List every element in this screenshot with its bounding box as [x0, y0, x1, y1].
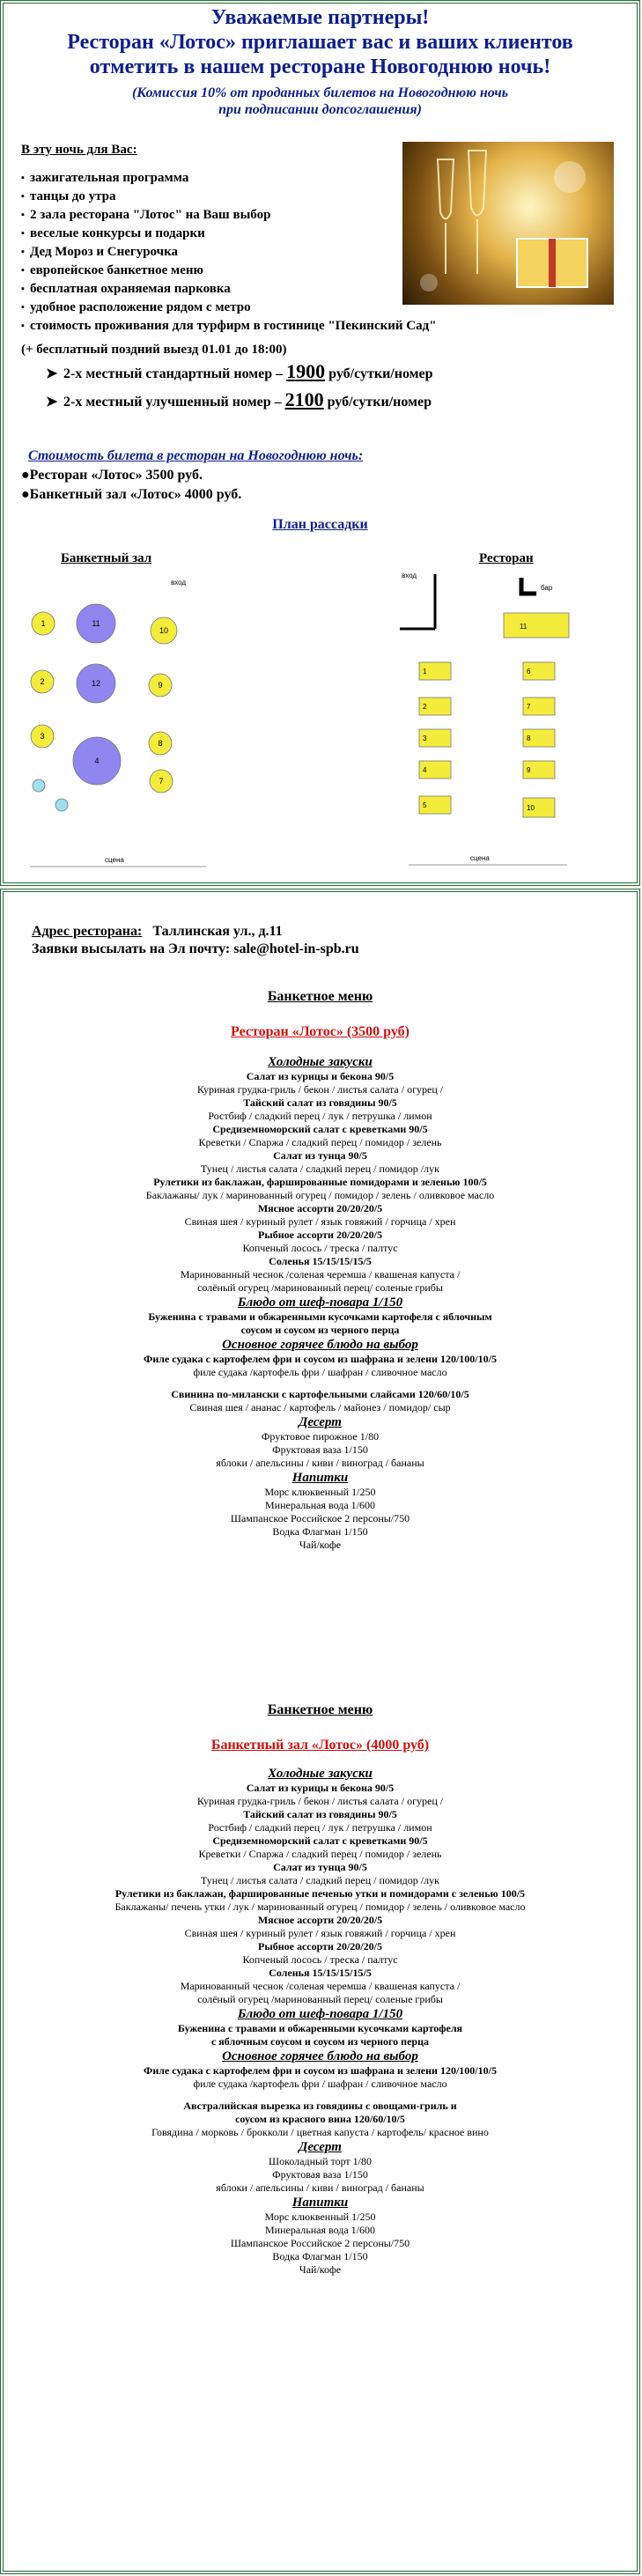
menu-line: Креветки / Спаржа / сладкий перец / помидор / зелень [198, 1848, 442, 1860]
list-item: ▪ веселые конкурсы и подарки [21, 225, 437, 243]
late-checkout-note: (+ бесплатный поздний выезд 01.01 до 18:00) [21, 343, 287, 357]
menu-dish: Рыбное ассорти 20/20/20/5 [258, 1940, 382, 1952]
menu-category: Основное горячее блюдо на выбор [222, 1338, 418, 1352]
list-item: ▪ 2 зала ресторана "Лотос" на Ваш выбор [21, 206, 437, 225]
menu-line: Ростбиф / сладкий перец / лук / петрушка / лимон [208, 1110, 432, 1122]
stage-label: сцена [470, 854, 490, 862]
table-label: 6 [527, 668, 531, 675]
table-label: 8 [158, 739, 163, 748]
greeting: Уважаемые партнеры! [210, 6, 430, 29]
menu-category: Блюдо от шеф-повара 1/150 [237, 2007, 403, 2021]
menu-line: Копченый лосось / треска / палтус [242, 1953, 398, 1966]
bar-label: бар [541, 584, 553, 592]
menu-line: Копченый лосось / треска / палтус [242, 1242, 398, 1254]
menu-dish: Рыбное ассорти 20/20/20/5 [258, 1229, 382, 1241]
menu-dish: Салат из курицы и бекона 90/5 [246, 1070, 395, 1082]
menu-dish: соусом и соусом из черного перца [240, 1324, 400, 1336]
menu-line: Морс клюквенный 1/250 [264, 1486, 376, 1498]
commission-note-2: при подписании допсоглашения) [218, 102, 422, 117]
table-label: 2 [40, 677, 45, 686]
menu-dish: Филе судака с картофелем фри и соусом из шафрана и зелени 120/100/10/5 [144, 2064, 497, 2077]
menu-line: Водка Флагман 1/150 [272, 2250, 368, 2262]
menu-category: Десерт [299, 2140, 342, 2154]
menu-restaurant-name: Ресторан «Лотос» (3500 руб) [231, 1024, 410, 1039]
restaurant-seating-map [400, 567, 585, 880]
menu-line: Тунец / листья салата / сладкий перец / помидор /лук [201, 1874, 439, 1886]
table-label: 7 [159, 777, 164, 786]
table-label: 1 [41, 619, 46, 628]
menu-line: Свиная шея / куриный рулет / язык говяжий / горчица / хрен [184, 1215, 456, 1228]
invitation-line: Ресторан «Лотос» приглашает вас и ваших клиентов [67, 31, 573, 54]
menu-line: Говядина / морковь / брокколи / цветная капуста / картофель/ красное вино [151, 2126, 489, 2138]
stage-label: сцена [105, 856, 124, 864]
menu-dish: Буженина с травами и обжаренными кусочками картофеля [177, 2022, 463, 2034]
menu-restaurant-name: Банкетный зал «Лотос» (4000 руб) [210, 1738, 430, 1753]
table-label: 4 [423, 766, 427, 774]
price-restaurant: ●Ресторан «Лотос» 3500 руб. [21, 468, 203, 483]
menu-line: Свиная шея / ананас / картофель / майонез / помидор/ сыр [189, 1401, 451, 1413]
menu-category: Десерт [299, 1415, 342, 1429]
menu-dish: Соленья 15/15/15/15/5 [269, 1967, 372, 1979]
menu-line: Свиная шея / куриный рулет / язык говяжий / горчица / хрен [184, 1927, 456, 1939]
menu-dish: Буженина с травами и обжаренными кусочками картофеля с яблочным [148, 1310, 492, 1323]
table-label: 3 [423, 734, 427, 742]
menu-line: Минеральная вода 1/600 [264, 2224, 375, 2236]
menu-category: Напитки [291, 2196, 349, 2210]
menu-line: яблоки / апельсины / киви / виноград / бананы [216, 2181, 424, 2194]
email-line: Заявки высылать на Эл почту: sale@hotel-in-spb.ru [32, 941, 359, 956]
menu-dish: Свинина по-милански с картофельными слайсами 120/60/10/5 [171, 1388, 469, 1400]
menu-dish: Тайский салат из говядины 90/5 [243, 1808, 397, 1820]
seating-plan-heading: План рассадки [272, 517, 368, 532]
menu-line: солёный огурец /маринованный перец/ соленые грибы [197, 1993, 443, 2005]
commission-note: (Комиссия 10% от проданных билетов на Новогоднюю ночь [131, 85, 509, 100]
menu-line: Креветки / Спаржа / сладкий перец / помидор / зелень [198, 1136, 442, 1148]
table-label: 9 [158, 681, 163, 690]
menu-category: Основное горячее блюдо на выбор [222, 2049, 418, 2063]
hall-seating-map [30, 567, 206, 880]
list-item: ▪ европейское банкетное меню [21, 262, 437, 280]
menu-line: Чай/кофе [299, 2263, 342, 2276]
menu-line: филе судака /картофель фри / шафран / сливочное масло [193, 1366, 447, 1378]
restaurant-label: Ресторан [479, 551, 534, 565]
menu-line: Ростбиф / сладкий перец / лук / петрушка / лимон [208, 1821, 432, 1834]
menu-dish: Мясное ассорти 20/20/20/5 [257, 1202, 383, 1214]
menu-line: солёный огурец /маринованный перец/ соленые грибы [197, 1281, 443, 1294]
menu-line: Фруктовое пирожное 1/80 [261, 1430, 380, 1443]
menu-line: Маринованный чеснок /соленая черемша / квашеная капуста / [180, 1980, 461, 1992]
table-label: 9 [527, 766, 531, 774]
room-improved: ➤ 2-х местный улучшенный номер – 2100 руб/сутки/номер [46, 388, 432, 410]
menu-dish: Рулетики из баклажан, фаршированные печенью утки и помидорами с зеленью 100/5 [114, 1887, 526, 1900]
menu-category: Холодные закуски [268, 1767, 373, 1781]
feature-list [21, 169, 437, 336]
menu-title: Банкетное меню [267, 1702, 373, 1717]
table-label: 8 [527, 734, 531, 742]
table-label: 3 [40, 732, 45, 741]
menu-dish: Салат из тунца 90/5 [273, 1861, 367, 1873]
table-label: 1 [423, 668, 427, 675]
room-standard: ➤ 2-х местный стандартный номер – 1900 руб/сутки/номер [46, 360, 433, 382]
list-item: ▪ бесплатная охраняемая парковка [21, 280, 437, 299]
menu-line: Шампанское Российское 2 персоны/750 [230, 2237, 410, 2249]
list-item: ▪ Дед Мороз и Снегурочка [21, 243, 437, 262]
menu-dish: соусом из красного вина 120/60/10/5 [235, 2113, 405, 2125]
menu-line: Куриная грудка-гриль / бекон / листья салата / огурец / [196, 1795, 444, 1807]
menu-line: Тунец / листья салата / сладкий перец / помидор /лук [201, 1163, 439, 1175]
menu-line: Баклажаны/ печень утки / лук / маринованный огурец / помидор / зелень / оливковое масло [114, 1901, 526, 1913]
menu-line: Чай/кофе [299, 1539, 342, 1551]
list-item: ▪ зажигательная программа [21, 169, 437, 188]
menu-line: Шоколадный торт 1/80 [269, 2155, 372, 2167]
table-label: 2 [423, 703, 427, 711]
menu-category: Холодные закуски [268, 1055, 373, 1069]
entrance-label: вход [402, 572, 417, 579]
invitation-line-2: отметить в нашем ресторане Новогоднюю ночь! [89, 55, 551, 78]
list-item: ▪ удобное расположение рядом с метро [21, 299, 437, 317]
menu-restaurant [4, 989, 637, 1552]
champagne-photo [402, 142, 614, 305]
menu-dish: Филе судака с картофелем фри и соусом из шафрана и зелени 120/100/10/5 [144, 1353, 497, 1365]
menu-title: Банкетное меню [267, 989, 373, 1004]
menu-line: Минеральная вода 1/600 [264, 1499, 375, 1511]
table-label: 11 [520, 623, 528, 631]
menu-dish: Мясное ассорти 20/20/20/5 [257, 1914, 383, 1926]
menu-line: Баклажаны/ лук / маринованный огурец / помидор / зелень / оливковое масло [145, 1189, 495, 1201]
entrance-label: вход [171, 579, 187, 587]
table-label: 11 [92, 619, 100, 628]
ticket-price-heading: Стоимость билета в ресторан на Новогоднюю ночь: [28, 448, 364, 463]
menu-line: Маринованный чеснок /соленая черемша / квашеная капуста / [180, 1268, 461, 1281]
menu-dish: с яблочным соусом и соусом из черного перца [210, 2035, 430, 2048]
menu-line: Водка Флагман 1/150 [272, 1525, 368, 1538]
menu-line [4, 1379, 637, 1388]
menu-line: филе судака /картофель фри / шафран / сливочное масло [193, 2078, 447, 2090]
table-label: 4 [94, 757, 100, 765]
table-label: 7 [527, 703, 531, 711]
menu-dish: Средиземноморский салат с креветками 90/5 [212, 1834, 428, 1847]
menu-dish: Салат из курицы и бекона 90/5 [246, 1782, 395, 1794]
table-label: 5 [423, 801, 427, 809]
table-label: 12 [91, 679, 101, 688]
menu-line: Морс клюквенный 1/250 [264, 2211, 376, 2223]
menu-dish: Тайский салат из говядины 90/5 [243, 1096, 397, 1109]
menu-line: Фруктовая ваза 1/150 [272, 1443, 368, 1456]
menu-category: Блюдо от шеф-повара 1/150 [237, 1295, 403, 1310]
menu-dish: Средиземноморский салат с креветками 90/5 [212, 1123, 428, 1135]
list-item: ▪ стоимость проживания для турфирм в гостинице "Пекинский Сад" [21, 317, 437, 336]
menu-dish: Австралийская вырезка из говядины с овощами-гриль и [183, 2100, 457, 2112]
intro-heading: В эту ночь для Вас: [21, 143, 137, 157]
menu-dish: Рулетики из баклажан, фаршированные помидорами и зеленью 100/5 [153, 1176, 487, 1188]
menu-line [4, 2091, 637, 2100]
menu-dish: Салат из тунца 90/5 [273, 1149, 367, 1162]
table-label: 10 [527, 804, 535, 812]
menu-line: Шампанское Российское 2 персоны/750 [230, 1512, 410, 1524]
hall-label: Банкетный зал [61, 551, 152, 565]
menu-category: Напитки [291, 1471, 349, 1485]
list-item: ▪ танцы до утра [21, 188, 437, 206]
menu-line: Фруктовая ваза 1/150 [272, 2168, 368, 2181]
table-label: 10 [159, 626, 169, 635]
address: Адрес ресторана: Таллинская ул., д.11 [32, 924, 283, 939]
table-11 [504, 613, 569, 638]
menu-banquet [4, 1702, 637, 2277]
menu-dish: Соленья 15/15/15/15/5 [269, 1255, 372, 1267]
invitation-page [3, 3, 638, 883]
menu-page [3, 891, 638, 2572]
menu-line: Куриная грудка-гриль / бекон / листья салата / огурец / [196, 1083, 444, 1096]
menu-line: яблоки / апельсины / киви / виноград / бананы [216, 1457, 424, 1469]
price-banquet: ●Банкетный зал «Лотос» 4000 руб. [21, 487, 242, 502]
